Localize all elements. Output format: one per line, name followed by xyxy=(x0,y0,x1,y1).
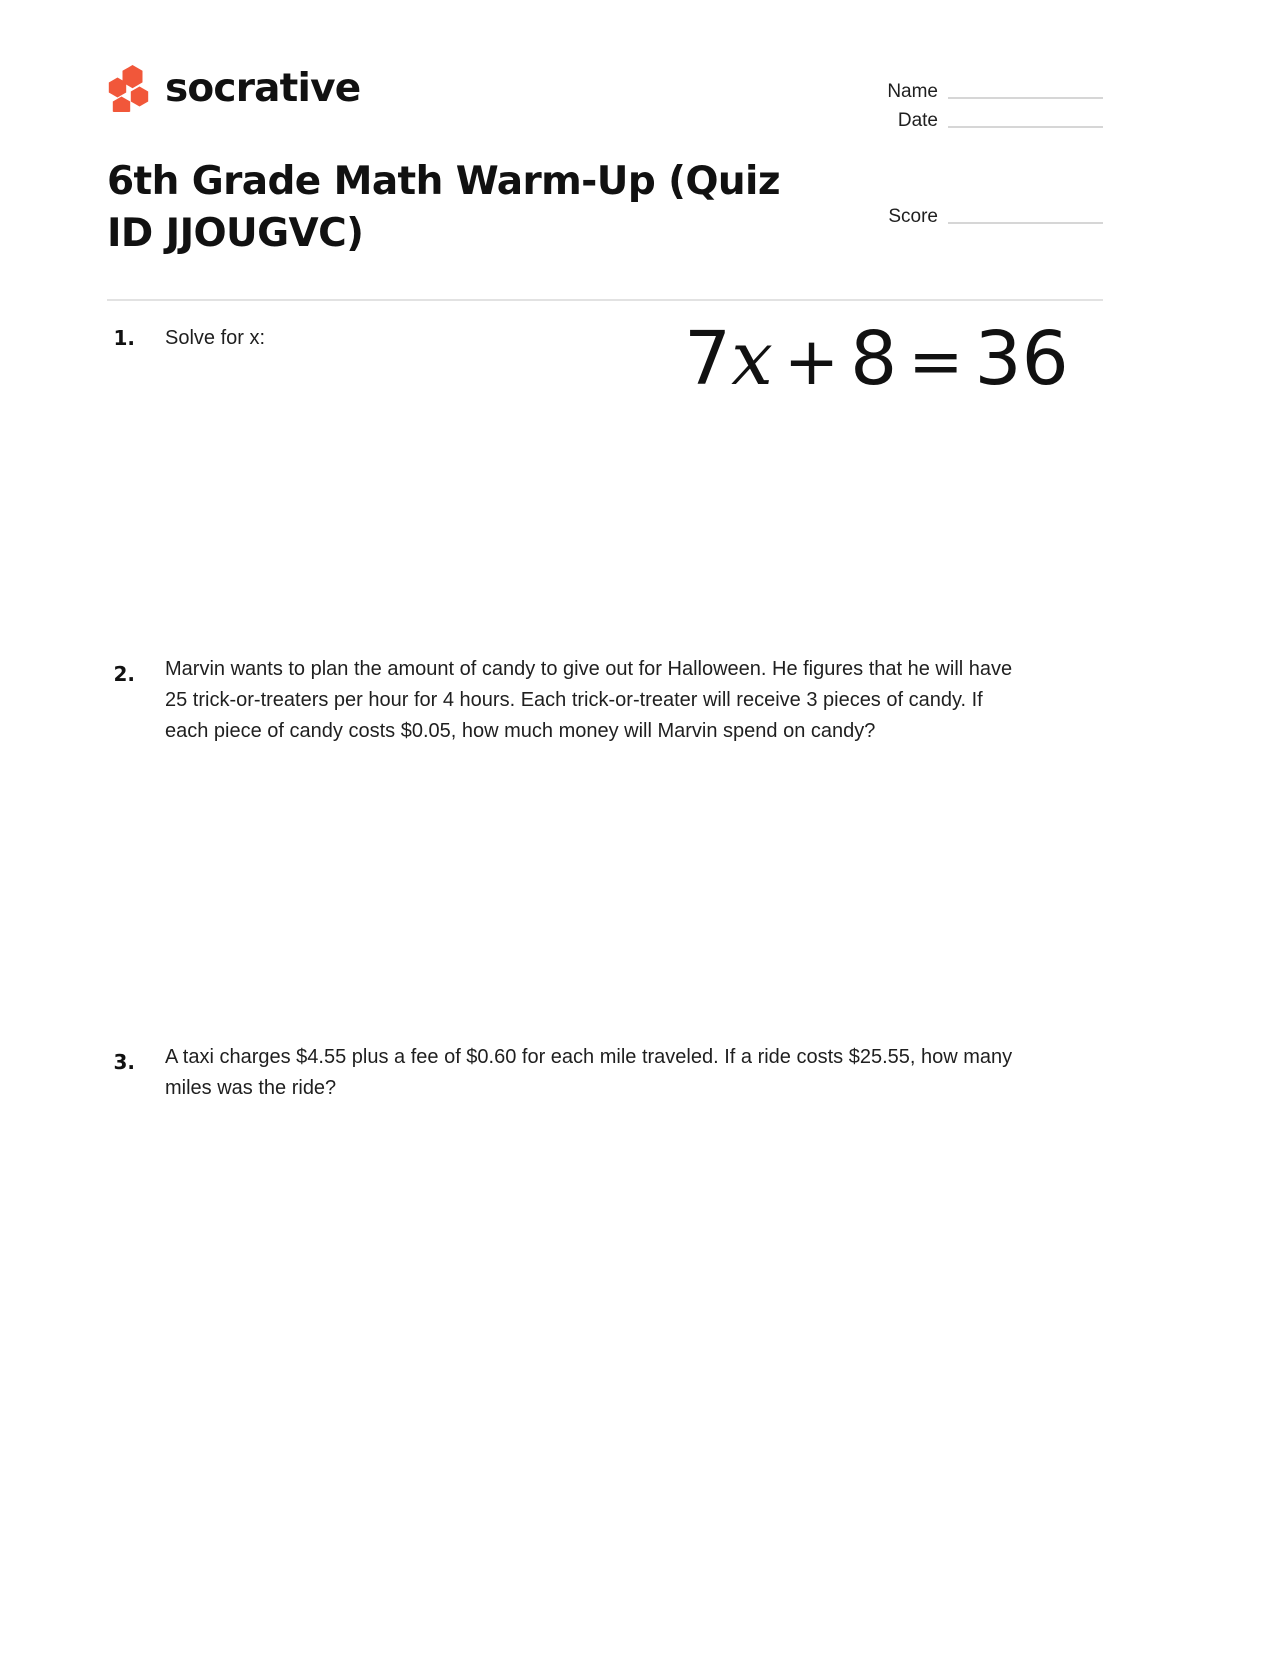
page-title: 6th Grade Math Warm-Up (Quiz ID JJOUGVC) xyxy=(107,159,780,257)
question-text-3: A taxi charges $4.55 plus a fee of $0.60 for each mile traveled. If a ride costs $25.55, how many miles was the ride? xyxy=(165,1046,1013,1099)
equation-equals-operator: = xyxy=(908,323,964,400)
name-field-row xyxy=(859,74,1103,103)
question-number-2: 2. xyxy=(113,662,135,686)
question-list xyxy=(107,318,1103,1104)
date-field-row xyxy=(859,103,1103,132)
name-field-line[interactable] xyxy=(948,97,1103,99)
student-info-fields xyxy=(859,74,1103,228)
question-item-3 xyxy=(107,1042,1103,1104)
socrative-logo xyxy=(107,64,360,112)
score-field-label: Score xyxy=(888,206,938,227)
equation-7x-plus-8-equals-36 xyxy=(684,316,1069,402)
question-body-2 xyxy=(144,654,1103,747)
score-field-line[interactable] xyxy=(948,222,1103,224)
name-field-label: Name xyxy=(887,81,938,102)
date-field-line[interactable] xyxy=(948,126,1103,128)
question-number-3: 3. xyxy=(113,1050,135,1074)
question-number-1: 1. xyxy=(113,326,135,350)
question-text-2: Marvin wants to plan the amount of candy to give out for Halloween. He figures that he will have 25 trick-or-treaters per hour for 4 hours. Each trick-or-treater will receive 3 pieces of candy. If each piece of candy costs $0.05, how much money will Marvin spend on candy? xyxy=(165,658,1013,742)
socrative-hexagon-mark-icon xyxy=(107,64,151,112)
equation-variable: x xyxy=(731,316,773,402)
question-item-1 xyxy=(107,318,1103,640)
equation-result: 36 xyxy=(974,316,1069,402)
equation-constant: 8 xyxy=(850,316,898,402)
question-body-3 xyxy=(144,1042,1103,1104)
equation-coefficient: 7 xyxy=(684,316,732,402)
question-text-1: Solve for x: xyxy=(165,327,266,349)
document-header xyxy=(107,58,1103,258)
question-body-1 xyxy=(144,316,1103,402)
score-field-row xyxy=(859,199,1103,228)
question-item-2 xyxy=(107,654,1103,1042)
equation-plus-operator: + xyxy=(783,323,840,400)
socrative-wordmark: socrative xyxy=(165,65,361,111)
header-divider xyxy=(107,299,1103,301)
date-field-label: Date xyxy=(897,110,938,131)
